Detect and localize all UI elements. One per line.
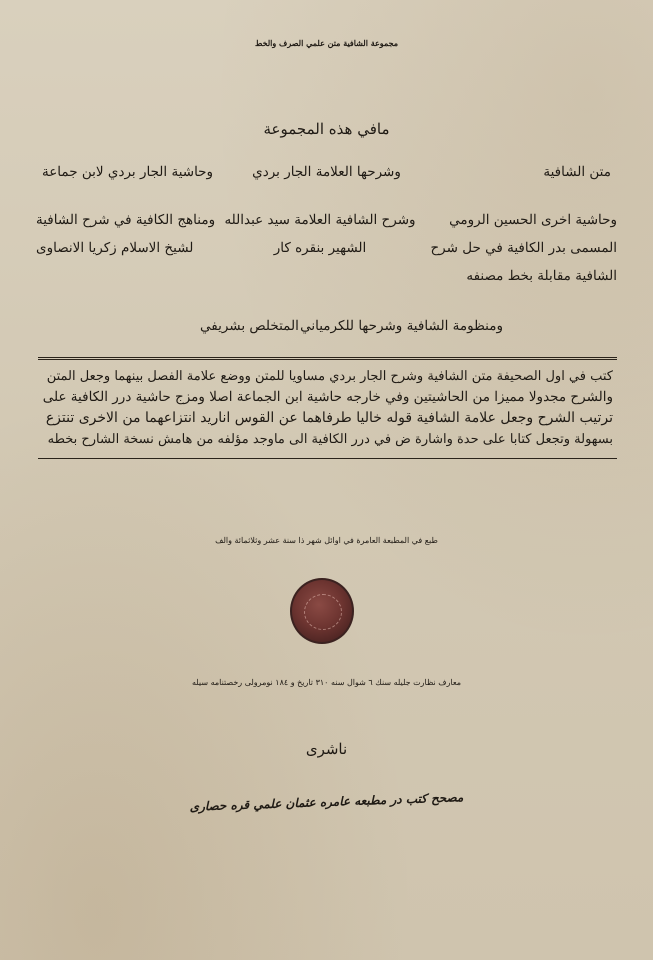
license-statement: معارف نظارت جليله سنك ٦ شوال سنه ٣١٠ تاريخ و ١٨٤ نومرولى رخصتنامه سيله <box>191 678 462 687</box>
description-line: ترتيب الشرح وجعل علامة الشافية قوله خاليا طرفاهما عن القوس اناريد انتزاعهما من الاخرى تنتزع <box>45 410 613 426</box>
bottom-rule <box>38 458 617 459</box>
contents-item-sharifi: المتخلص بشريفي <box>200 318 299 334</box>
top-rule <box>38 357 617 360</box>
description-paragraph <box>40 366 613 450</box>
contents-right-line-3: الشافية مقابلة بخط مصنفه <box>466 268 617 284</box>
description-line: كتب في اول الصحيفة متن الشافية وشرح الجار بردي مساويا للمتن ووضع علامة الفصل بينهما وجعل المتن <box>46 369 613 384</box>
contents-item-matn: متن الشافية <box>543 164 611 180</box>
publisher-name: مصحح كتب در مطبعه عامره عثمان علمي قره حصارى <box>189 790 464 814</box>
printing-statement: طبع في المطبعة العامرة في اوائل شهر ذا سنة عشر وثلاثمائة والف <box>215 536 438 545</box>
contents-item-manzuma: ومنظومة الشافية وشرحها للكرمياني <box>300 318 503 334</box>
contents-left-line-2: لشيخ الاسلام زكريا الانصاوى <box>36 240 194 256</box>
contents-middle-line-1: وشرح الشافية العلامة سيد عبدالله <box>224 212 416 228</box>
contents-right-line-1: وحاشية اخرى الحسين الرومي <box>449 212 617 228</box>
contents-item-jarbardi: وشرحها العلامة الجار بردي <box>252 164 401 180</box>
seal-stamp <box>290 578 354 644</box>
contents-right-line-2: المسمى بدر الكافية في حل شرح <box>430 240 617 256</box>
book-title: مجموعة الشافية متن علمي الصرف والخط <box>254 38 399 48</box>
contents-heading: مافي هذه المجموعة <box>263 120 390 138</box>
contents-middle-line-2: الشهير بنقره كار <box>273 240 367 256</box>
publisher-label: ناشرى <box>305 740 348 758</box>
contents-item-ibn-jamaa: وحاشية الجار بردي لابن جماعة <box>42 164 214 180</box>
contents-left-line-1: ومناهج الكافية في شرح الشافية <box>36 212 216 228</box>
description-line: والشرح مجدولا مميزا من الحاشيتين وفي خارجه حاشية ابن الجماعة اصلا ومزج حاشية درر الكافية على <box>42 389 613 405</box>
description-line: بسهولة وتجعل كتابا على حدة واشارة ض في درر الكافية الى ماوجد مؤلفه من هامش نسخة الشارح بخطه <box>47 432 613 447</box>
